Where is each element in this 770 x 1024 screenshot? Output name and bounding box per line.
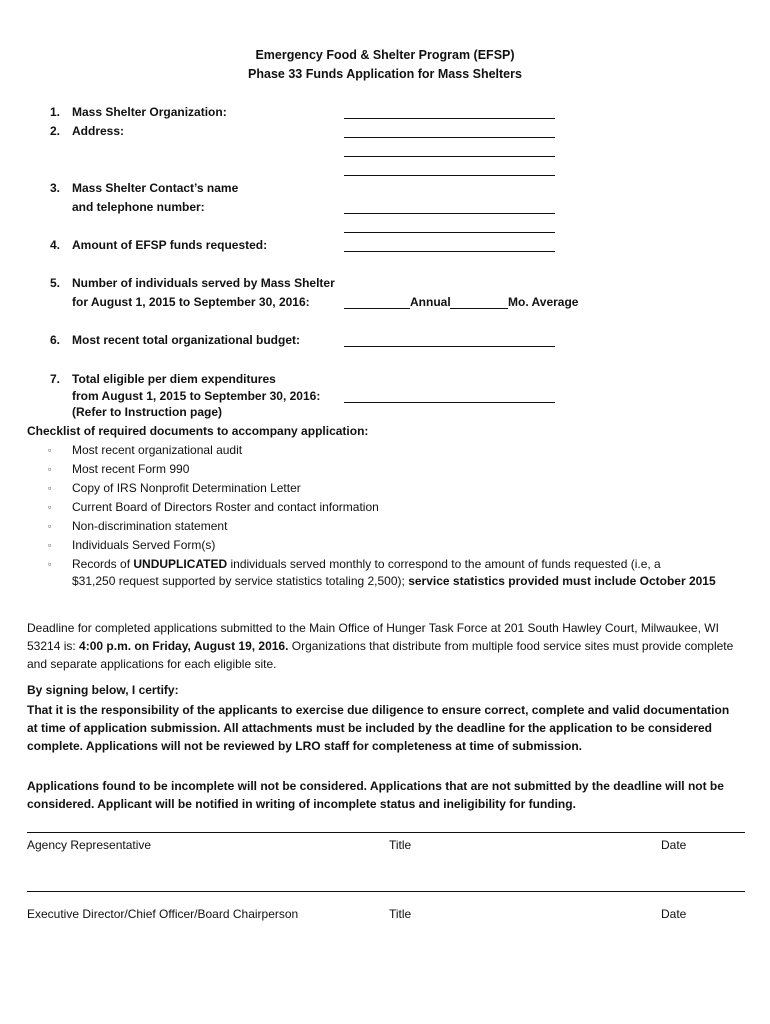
signature-title-label: Title <box>389 907 412 921</box>
item-7-label-line-2: from August 1, 2015 to September 30, 2016: <box>72 389 321 403</box>
signature-line[interactable] <box>27 832 745 833</box>
item-3-label-line-2: and telephone number: <box>72 200 205 214</box>
signature-label-agency-rep: Agency Representative <box>27 838 152 852</box>
budget-field[interactable] <box>344 346 555 347</box>
funds-requested-field[interactable] <box>344 251 555 252</box>
item-1-number: 1. <box>49 105 60 119</box>
address-field-line-3[interactable] <box>344 175 555 176</box>
checklist-item: Copy of IRS Nonprofit Determination Letter <box>72 481 301 495</box>
item-5-label-line-2: for August 1, 2015 to September 30, 2016: <box>72 295 310 309</box>
certify-heading: By signing below, I certify: <box>27 683 179 697</box>
certify-paragraph: That it is the responsibility of the applicants to exercise due diligence to ensure correct, complete and valid documentation at time of application submission. All attachments must be included by the deadline for the application to be considered complete. Applications will not be reviewed by LRO staff for completeness at time of submission. <box>27 703 730 753</box>
checkbox-icon[interactable]: ▫ <box>48 445 52 455</box>
checklist-item: Most recent Form 990 <box>72 462 190 476</box>
organization-field[interactable] <box>344 118 555 119</box>
item-5-label: Number of individuals served by Mass Shelter <box>72 276 335 290</box>
annual-count-field[interactable] <box>344 308 410 309</box>
records-text-pre: Records of <box>72 557 134 571</box>
checkbox-icon[interactable]: ▫ <box>48 540 52 550</box>
checklist-item: Current Board of Directors Roster and contact information <box>72 500 379 514</box>
checklist-item-records-line-2 <box>72 574 716 588</box>
item-5-number: 5. <box>49 276 60 290</box>
records-line2-bold: service statistics provided must include October 2015 <box>408 574 716 588</box>
contact-name-field[interactable] <box>344 213 555 214</box>
item-2-label: Address: <box>72 124 125 138</box>
form-title: Emergency Food & Shelter Program (EFSP) <box>255 48 515 62</box>
signature-date-label: Date <box>661 838 687 852</box>
signature-title-label: Title <box>389 838 412 852</box>
item-7-label: Total eligible per diem expenditures <box>72 372 276 386</box>
records-text-post: individuals served monthly to correspond to the amount of funds requested (i.e, a <box>227 557 661 571</box>
contact-phone-field[interactable] <box>344 232 555 233</box>
address-field-line-1[interactable] <box>344 137 555 138</box>
address-field-line-2[interactable] <box>344 156 555 157</box>
form-subtitle: Phase 33 Funds Application for Mass Shelters <box>248 67 522 81</box>
checkbox-icon[interactable]: ▫ <box>48 559 52 569</box>
checklist-item: Individuals Served Form(s) <box>72 538 216 552</box>
item-4-label: Amount of EFSP funds requested: <box>72 238 268 252</box>
item-2-number: 2. <box>49 124 60 138</box>
item-7-number: 7. <box>49 372 60 386</box>
monthly-average-field[interactable] <box>450 308 508 309</box>
item-3-label: Mass Shelter Contact’s name <box>72 181 239 195</box>
checklist-item-records <box>72 557 661 571</box>
checklist-heading: Checklist of required documents to accompany application: <box>27 424 369 438</box>
item-4-number: 4. <box>49 238 60 252</box>
deadline-text-post: Organizations that distribute from multiple food service sites must provide complete and separate applications for each eligible site. <box>27 639 734 671</box>
annual-label: Annual <box>410 295 451 309</box>
signature-line[interactable] <box>27 891 745 892</box>
checklist-item: Most recent organizational audit <box>72 443 243 457</box>
deadline-text-pre: Deadline for completed applications submitted to the Main Office of Hunger Task Force at 201 South Hawley Court, Milwaukee, WI 53214 is: <box>27 621 719 653</box>
item-6-number: 6. <box>49 333 60 347</box>
checkbox-icon[interactable]: ▫ <box>48 464 52 474</box>
item-3-number: 3. <box>49 181 60 195</box>
item-7-label-line-3: (Refer to Instruction page) <box>72 405 223 419</box>
checkbox-icon[interactable]: ▫ <box>48 521 52 531</box>
records-text-bold: UNDUPLICATED <box>133 557 228 571</box>
checkbox-icon[interactable]: ▫ <box>48 483 52 493</box>
per-diem-expenditures-field[interactable] <box>344 402 555 403</box>
item-6-label: Most recent total organizational budget: <box>72 333 301 347</box>
checklist-item: Non-discrimination statement <box>72 519 228 533</box>
deadline-paragraph <box>27 619 743 673</box>
signature-label-executive: Executive Director/Chief Officer/Board Chairperson <box>27 907 299 921</box>
item-1-label: Mass Shelter Organization: <box>72 105 227 119</box>
signature-date-label: Date <box>661 907 687 921</box>
deadline-date: 4:00 p.m. on Friday, August 19, 2016. <box>79 639 289 653</box>
records-line2-pre: $31,250 request supported by service statistics totaling 2,500); <box>72 574 409 588</box>
incomplete-notice: Applications found to be incomplete will not be considered. Applications that are not submitted by the deadline will not be considered. Applicant will be notified in writing of incomplete status and ineligibility for funding. <box>27 779 724 811</box>
checkbox-icon[interactable]: ▫ <box>48 502 52 512</box>
monthly-average-label: Mo. Average <box>508 295 579 309</box>
